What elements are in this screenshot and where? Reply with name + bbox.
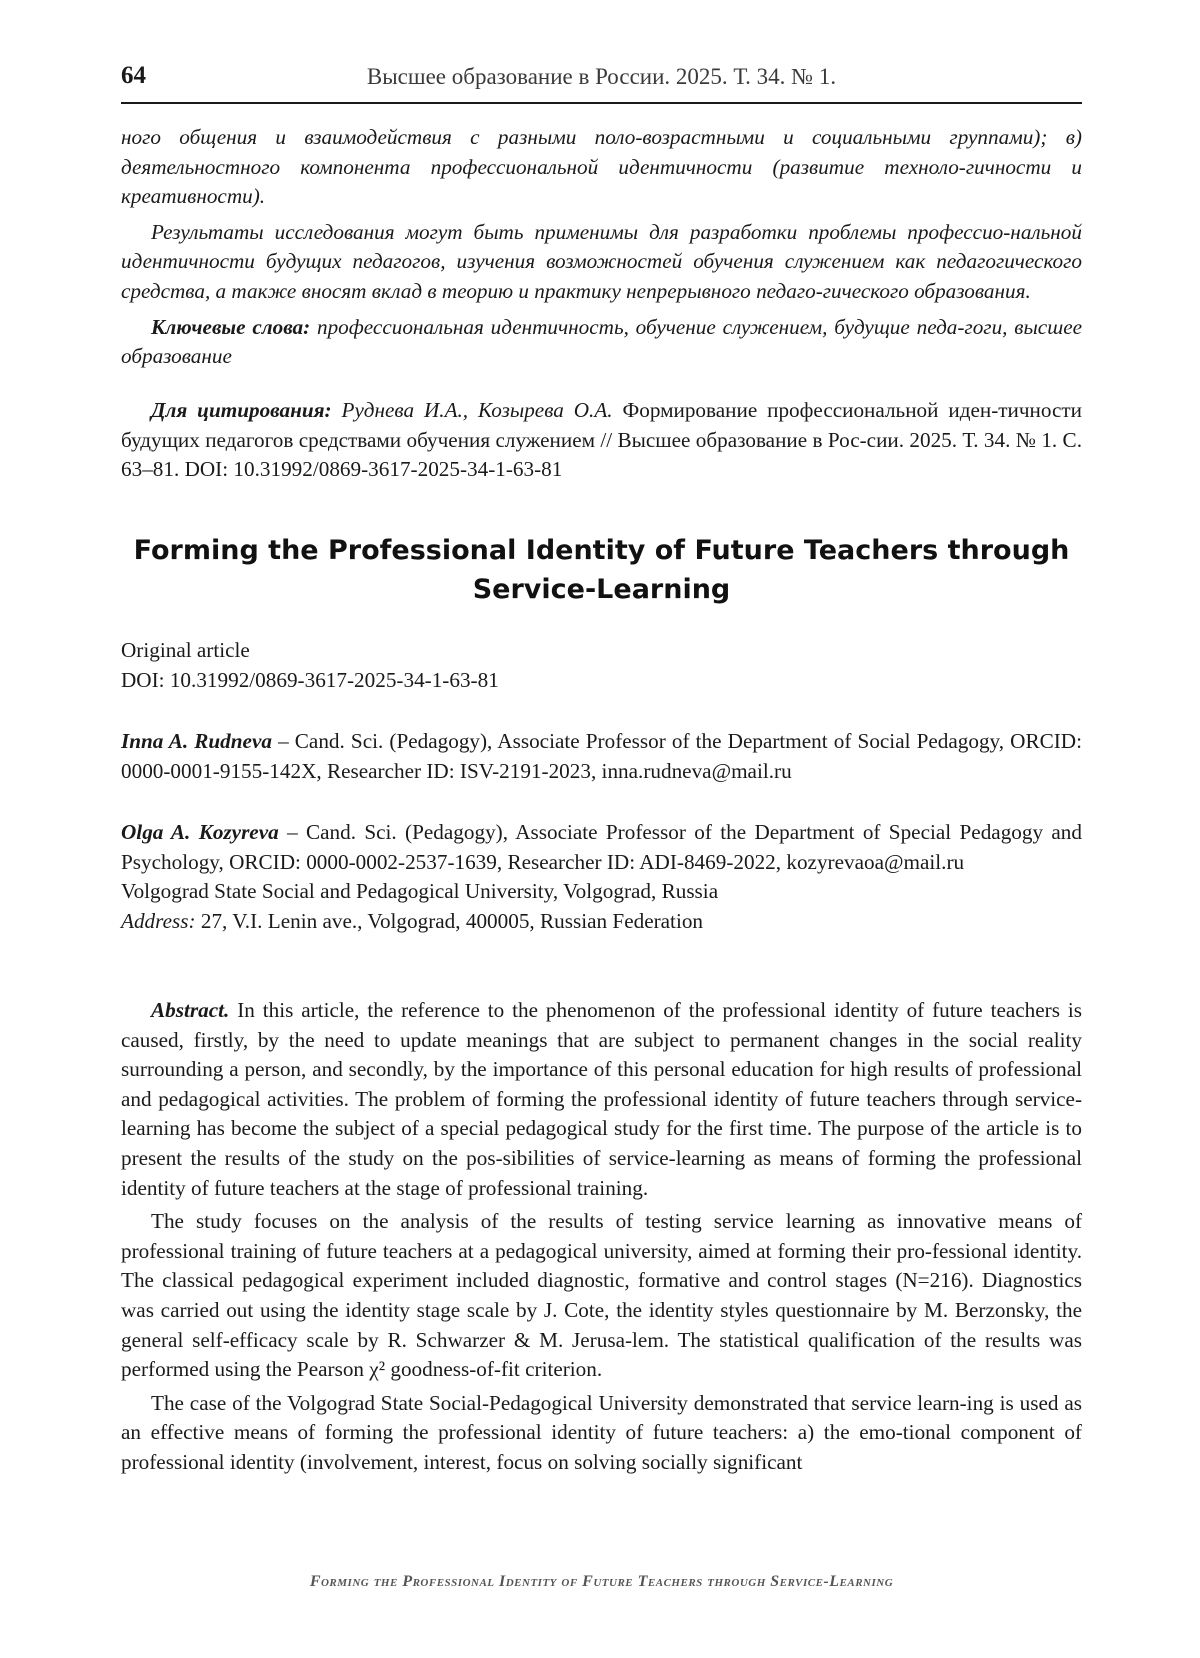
journal-title: Высшее образование в России. 2025. Т. 34. № 1. (366, 64, 837, 89)
page-number: 64 (121, 62, 146, 89)
abstract (121, 996, 1082, 1484)
results-paragraph: Результаты исследования могут быть применимы для разработки проблемы профессио-нальной идентичности будущих педагогов, изучения возможностей обучения служением как педагогического средства, а также вносят вклад в теорию и практику непрерывного педаго-гического образования. (121, 219, 1082, 303)
russian-continuation (121, 123, 1082, 378)
author-name: Inna A. Rudneva (121, 729, 272, 753)
running-footer: Forming the Professional Identity of Future Teachers through Service-Learning (309, 1573, 894, 1590)
continuation-line: в) деятельностного компонента профессиональной идентичности (развитие техноло-гичности и креативности). (121, 125, 1082, 209)
article-doi: DOI: 10.31992/0869-3617-2025-34-1-63-81 (121, 667, 499, 692)
abstract-label: Abstract. (151, 998, 230, 1022)
author-1 (121, 727, 1082, 786)
article-title (121, 531, 1082, 609)
citation-authors: Руднева И.А., Козырева О.А. (341, 398, 613, 422)
citation-text: Формирование профессиональной иден-тичности будущих педагогов средствами обучения служением // Высшее образование в Рос-сии. 2025. Т. 34. № 1. С. 63–81. DOI: 10.31992/0869-3617-2025-34-1-63-81 (121, 398, 1083, 482)
author-2 (121, 818, 1082, 936)
article-type: Original article (121, 638, 250, 662)
address-line (121, 907, 1082, 937)
keywords-paragraph (121, 313, 1082, 372)
citation-label: Для цитирования: (151, 398, 332, 422)
abstract-paragraph: In this article, the reference to the phenomenon of the professional identity of future teachers is caused, firstly, by the need to update meanings that are subject to permanent changes in the social reality surrounding a person, and secondly, by the importance of this personal education for high results of professional and pedagogical activities. The problem of forming the professional identity of future teachers through service-learning has become the subject of a special pedagogical study for the first time. The purpose of the article is to present the results of the study on the pos-sibilities of service-learning as means of forming the professional identity of future teachers at the stage of professional training. (121, 998, 1082, 1200)
article-meta (121, 636, 1082, 695)
title-line: Service-Learning (472, 574, 731, 605)
affiliation: Volgograd State Social and Pedagogical University, Volgograd, Russia (121, 879, 719, 904)
title-line: Forming the Professional Identity of Future Teachers through (133, 535, 1070, 566)
keywords-label: Ключевые слова: (151, 314, 311, 339)
continuation-line: ного общения и взаимодействия с разными поло-возрастными и социальными группами); (121, 125, 1048, 149)
keywords: профессиональная идентичность, обучение служением, будущие педа-гоги, высшее образование (121, 314, 1083, 369)
address-label: Address: (121, 908, 196, 933)
address: 27, V.I. Lenin ave., Volgograd, 400005, Russian Federation (200, 908, 704, 933)
author-name: Olga A. Kozyreva (121, 820, 279, 844)
author-info: – Cand. Sci. (Pedagogy), Associate Professor of the Department of Special Pedagogy and Psychology, ORCID: 0000-0002-2537-1639, Researcher ID: ADI-8469-2022, kozyrevaoa@mail.ru (121, 820, 1082, 874)
citation-paragraph (121, 396, 1082, 491)
author-info: – Cand. Sci. (Pedagogy), Associate Professor of the Department of Social Pedagogy, ORCID: 0000-0001-9155-142X, Researcher ID: ISV-2191-2023, inna.rudneva@mail.ru (121, 729, 1082, 783)
abstract-paragraph: The study focuses on the analysis of the results of testing service learning as innovative means of professional training of future teachers at a pedagogical university, aimed at forming their pro-fessional identity. The classical pedagogical experiment included diagnostic, formative and control stages (N=216). Diagnostics was carried out using the identity stage scale by J. Cote, the identity styles questionnaire by M. Berzonsky, the general self-efficacy scale by R. Schwarzer & M. Jerusa-lem. The statistical qualification of the results was performed using the Pearson χ² goodness-of-fit criterion. (121, 1209, 1082, 1382)
page-header (121, 62, 1082, 104)
abstract-paragraph: The case of the Volgograd State Social-Pedagogical University demonstrated that service learn-ing is used as an effective means of forming the professional identity of future teachers: a) the emo-tional component of professional identity (involvement, interest, focus on solving socially significant (121, 1390, 1082, 1474)
